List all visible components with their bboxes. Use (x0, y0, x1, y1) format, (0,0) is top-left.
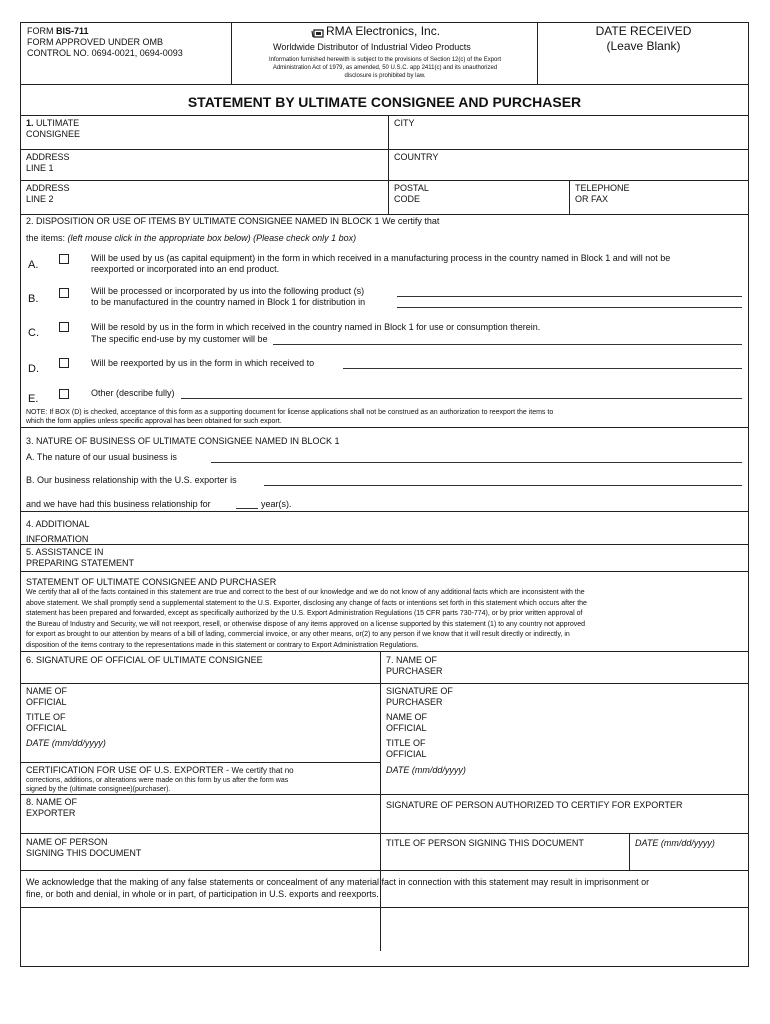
purchaser-official-title-label: TITLE OF OFFICIAL (386, 738, 427, 759)
purchaser-official-title-field[interactable] (441, 738, 741, 760)
title-person-field[interactable] (386, 851, 626, 867)
exporter-certification-heading: CERTIFICATION FOR USE OF U.S. EXPORTER - We certify that no (26, 765, 294, 775)
assistance-label: 5. ASSISTANCE IN PREPARING STATEMENT (26, 547, 135, 568)
postal-code-field[interactable] (436, 183, 566, 211)
business-relationship-label: B. Our business relationship with the U.S. exporter is (26, 475, 237, 485)
form-title: STATEMENT BY ULTIMATE CONSIGNEE AND PURCHASER (187, 94, 582, 110)
option-e-letter: E. (28, 393, 39, 405)
option-a-checkbox[interactable] (59, 254, 69, 264)
option-e-describe-field[interactable] (181, 398, 742, 399)
official-title-field[interactable] (81, 712, 376, 734)
country-field[interactable] (441, 152, 741, 177)
option-a-text-2: reexported or incorporated into an end product. (91, 264, 280, 274)
address-line-1-label: ADDRESS LINE 1 (26, 152, 70, 173)
exporter-date-field[interactable] (635, 851, 743, 867)
authorized-signature-field[interactable] (386, 813, 741, 831)
person-signing-label: NAME OF PERSON SIGNING THIS DOCUMENT (26, 837, 142, 858)
person-signing-field[interactable] (151, 837, 376, 867)
option-c-letter: C. (28, 327, 39, 339)
option-d-letter: D. (28, 363, 39, 375)
option-c-checkbox[interactable] (59, 322, 69, 332)
option-e-text: Other (describe fully) (91, 388, 175, 398)
address-line-1-field[interactable] (81, 152, 386, 177)
block2-instructions: the items: (left mouse click in the appropriate box below) (Please check only 1 box) (26, 233, 357, 243)
signature-consignee-label: 6. SIGNATURE OF OFFICIAL OF ULTIMATE CONSIGNEE (26, 655, 263, 665)
purchaser-date-field[interactable] (481, 765, 741, 789)
omb-control: CONTROL NO. 0694-0021, 0694-0093 (27, 48, 183, 58)
additional-information-label: 4. ADDITIONAL INFORMATION (26, 519, 90, 544)
purchaser-official-name-field[interactable] (441, 712, 741, 734)
block3-heading: 3. NATURE OF BUSINESS OF ULTIMATE CONSIGNEE NAMED IN BLOCK 1 (26, 436, 340, 446)
option-d-text: Will be reexported by us in the form in which received to (91, 358, 315, 368)
rma-logo-icon (311, 26, 324, 36)
official-title-label: TITLE OF OFFICIAL (26, 712, 67, 733)
option-b-product-field[interactable] (397, 296, 742, 297)
option-e-checkbox[interactable] (59, 389, 69, 399)
option-c-text-1: Will be resold by us in the form in which received in the country named in Block 1 for use or consumption therein. (91, 322, 541, 332)
option-b-text-2: to be manufactured in the country named in Block 1 for distribution in (91, 297, 366, 307)
option-c-text-2: The specific end-use by my customer will be (91, 334, 268, 344)
exporter-certification-text: corrections, additions, or alterations were made on this form by us after the form was signed by the (ultimate consignee)(purchaser). (26, 777, 289, 793)
company-name: RMA Electronics, Inc. (326, 24, 441, 38)
form-approved: FORM APPROVED UNDER OMB (27, 37, 164, 47)
exporter-name-field[interactable] (81, 797, 376, 827)
relationship-years-field[interactable] (236, 508, 258, 509)
assistance-field[interactable] (151, 546, 743, 570)
additional-information-field[interactable] (131, 515, 743, 543)
address-line-2-label: ADDRESS LINE 2 (26, 183, 70, 204)
city-field[interactable] (421, 118, 741, 148)
relationship-years-post: year(s). (261, 499, 292, 509)
option-a-letter: A. (28, 259, 39, 271)
statement-certification-text: We certify that all of the facts contained in this statement are true and correct to the best of our knowledge and we do not know of any additional facts which are inconsistent with the above statement. We shall promptly send a supplemental statement to the U.S. Exporter, disclosing any change of facts or intentions set forth in this statement which occurs after the statement has been prepared and forwarded, except as specifically authorized by the U.S. Export Administration Regulations (15 CFR parts 730-774), or by prior written approval of the Bureau of Industry and Security, we will not reexport, resell, or otherwise dispose of any items approved on a license supported by this statement (1) to any country not approved for export as brought to our attention by means of a bill of lading, commercial invoice, or any other means, or(2) to any person if we know that it will result directly or indirectly, in disposition of the items contrary to the representations made in this statement or contrary to Export Administration Regulations. (26, 589, 587, 649)
authorized-signature-label: SIGNATURE OF PERSON AUTHORIZED TO CERTIFY FOR EXPORTER (386, 800, 683, 810)
form-number: FORM BIS-711 (27, 26, 89, 36)
acknowledgement-text: We acknowledge that the making of any false statements or concealment of any material fact in connection with this statement may result in imprisonment or fine, or both and denial, in whole or in part, of participation in U.S. exports and reexports. (26, 877, 650, 899)
purchaser-name-label: 7. NAME OF PURCHASER (386, 655, 443, 676)
telephone-label: TELEPHONE OR FAX (575, 183, 630, 204)
purchaser-name-field[interactable] (451, 655, 741, 681)
postal-code-label: POSTAL CODE (394, 183, 429, 204)
nature-of-business-field[interactable] (211, 462, 742, 463)
option-a-text-1: Will be used by us (as capital equipment) in the form in which received in a manufacturing process in the country named in Block 1 and will not be (91, 253, 671, 263)
option-b-letter: B. (28, 293, 39, 305)
official-name-field[interactable] (81, 686, 376, 710)
option-d-checkbox[interactable] (59, 358, 69, 368)
country-label: COUNTRY (394, 152, 439, 162)
purchaser-date-label: DATE (mm/dd/yyyy) (386, 765, 466, 775)
disclosure-notice: Information furnished herewith is subject to the provisions of Section 12(c) of the Export Administration Act of 1979, as amended, 50 U.S.C. app 2411(c) and its unauthorized disclosure is prohibited by law. (268, 57, 502, 79)
option-d-reexport-field[interactable] (343, 368, 742, 369)
exporter-date-label: DATE (mm/dd/yyyy) (635, 838, 715, 848)
option-c-end-use-field[interactable] (273, 344, 742, 345)
block2-heading: 2. DISPOSITION OR USE OF ITEMS BY ULTIMATE CONSIGNEE NAMED IN BLOCK 1 We certify that (26, 216, 440, 226)
purchaser-signature-field[interactable] (461, 686, 741, 710)
ultimate-consignee-label: 1. ULTIMATE CONSIGNEE (26, 118, 81, 139)
option-b-checkbox[interactable] (59, 288, 69, 298)
date-received: DATE RECEIVED (Leave Blank) (595, 24, 692, 53)
purchaser-official-name-label: NAME OF OFFICIAL (386, 712, 428, 733)
purchaser-signature-label: SIGNATURE OF PURCHASER (386, 686, 453, 707)
consignee-date-label: DATE (mm/dd/yyyy) (26, 738, 106, 748)
consignee-date-field[interactable] (121, 738, 376, 760)
signature-consignee-field[interactable] (26, 668, 376, 682)
city-label: CITY (394, 118, 415, 128)
telephone-field[interactable] (626, 183, 746, 211)
exporter-name-label: 8. NAME OF EXPORTER (26, 797, 78, 818)
bis-711-form (20, 22, 749, 967)
nature-of-business-label: A. The nature of our usual business is (26, 452, 177, 462)
option-b-text-1: Will be processed or incorporated by us into the following product (s) (91, 286, 365, 296)
box-d-note: NOTE: If BOX (D) is checked, acceptance of this form as a supporting document for license applications shall not be construed as an authorization to reexport the items to which the form applies unless specific approval has been obtained for such export. (26, 409, 554, 425)
ultimate-consignee-field[interactable] (81, 118, 386, 148)
statement-heading: STATEMENT OF ULTIMATE CONSIGNEE AND PURCHASER (26, 577, 277, 587)
option-b-distribution-field[interactable] (397, 307, 742, 308)
relationship-years-pre: and we have had this business relationship for (26, 499, 211, 509)
title-person-label: TITLE OF PERSON SIGNING THIS DOCUMENT (386, 838, 584, 848)
official-name-label: NAME OF OFFICIAL (26, 686, 68, 707)
business-relationship-field[interactable] (264, 485, 742, 486)
address-line-2-field[interactable] (81, 183, 386, 211)
company-tagline: Worldwide Distributor of Industrial Video Products (273, 42, 471, 52)
